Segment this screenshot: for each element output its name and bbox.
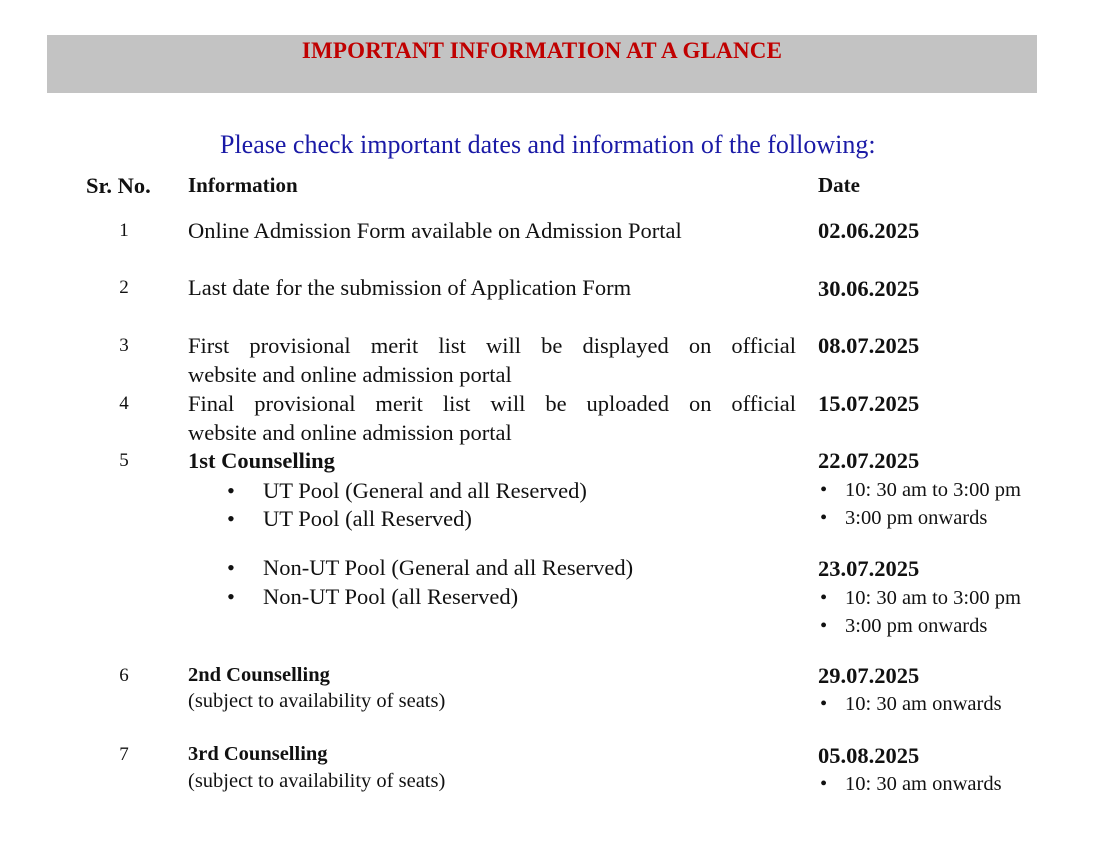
row-1-info: Online Admission Form available on Admission Portal (188, 218, 682, 243)
header-sr-no: Sr. No. (86, 173, 151, 198)
list-item: • UT Pool (all Reserved) (263, 504, 472, 533)
row-2-info: Last date for the submission of Application Form (188, 275, 632, 300)
row-5-number: 5 (119, 450, 129, 471)
row-6-title: 2nd Counselling (188, 664, 330, 686)
row-2-date: 30.06.2025 (818, 276, 920, 301)
row-7-note: (subject to availability of seats) (188, 770, 446, 792)
row-4-info-line2: website and online admission portal (188, 420, 512, 445)
header-date: Date (818, 173, 860, 197)
row-6-date: 29.07.2025 (818, 663, 920, 688)
time-item: • 3:00 pm onwards (845, 612, 987, 641)
row-7-date: 05.08.2025 (818, 743, 920, 768)
row-3-date: 08.07.2025 (818, 333, 920, 358)
row-7-title: 3rd Counselling (188, 743, 328, 765)
row-1-date: 02.06.2025 (818, 218, 920, 243)
row-1-number: 1 (119, 220, 129, 241)
row-2-number: 2 (119, 277, 129, 298)
row-5-date-1: 22.07.2025 (818, 448, 920, 473)
list-item: • UT Pool (General and all Reserved) (263, 476, 587, 505)
header-information: Information (188, 173, 298, 197)
row-6-number: 6 (119, 665, 129, 686)
row-5-date-2: 23.07.2025 (818, 556, 920, 581)
row-6-note: (subject to availability of seats) (188, 690, 446, 712)
time-item: • 3:00 pm onwards (845, 504, 987, 533)
row-3-info-line1: First provisional merit list will be displayed on official (188, 333, 796, 358)
header-banner (47, 35, 1037, 93)
row-7-number: 7 (119, 744, 129, 765)
row-5-title: 1st Counselling (188, 448, 335, 473)
row-4-number: 4 (119, 393, 129, 414)
row-4-date: 15.07.2025 (818, 391, 920, 416)
row-4-info-line1: Final provisional merit list will be uploaded on official (188, 391, 796, 416)
time-item: • 10: 30 am onwards (845, 770, 1002, 799)
time-item: • 10: 30 am onwards (845, 690, 1002, 719)
time-item: • 10: 30 am to 3:00 pm (845, 584, 1021, 613)
banner-title: IMPORTANT INFORMATION AT A GLANCE (301, 38, 783, 63)
list-item: • Non-UT Pool (all Reserved) (263, 582, 518, 611)
row-3-info-line2: website and online admission portal (188, 362, 512, 387)
page-subtitle: Please check important dates and information of the following: (220, 130, 876, 159)
time-item: • 10: 30 am to 3:00 pm (845, 476, 1021, 505)
list-item: • Non-UT Pool (General and all Reserved) (263, 553, 633, 582)
row-3-number: 3 (119, 335, 129, 356)
